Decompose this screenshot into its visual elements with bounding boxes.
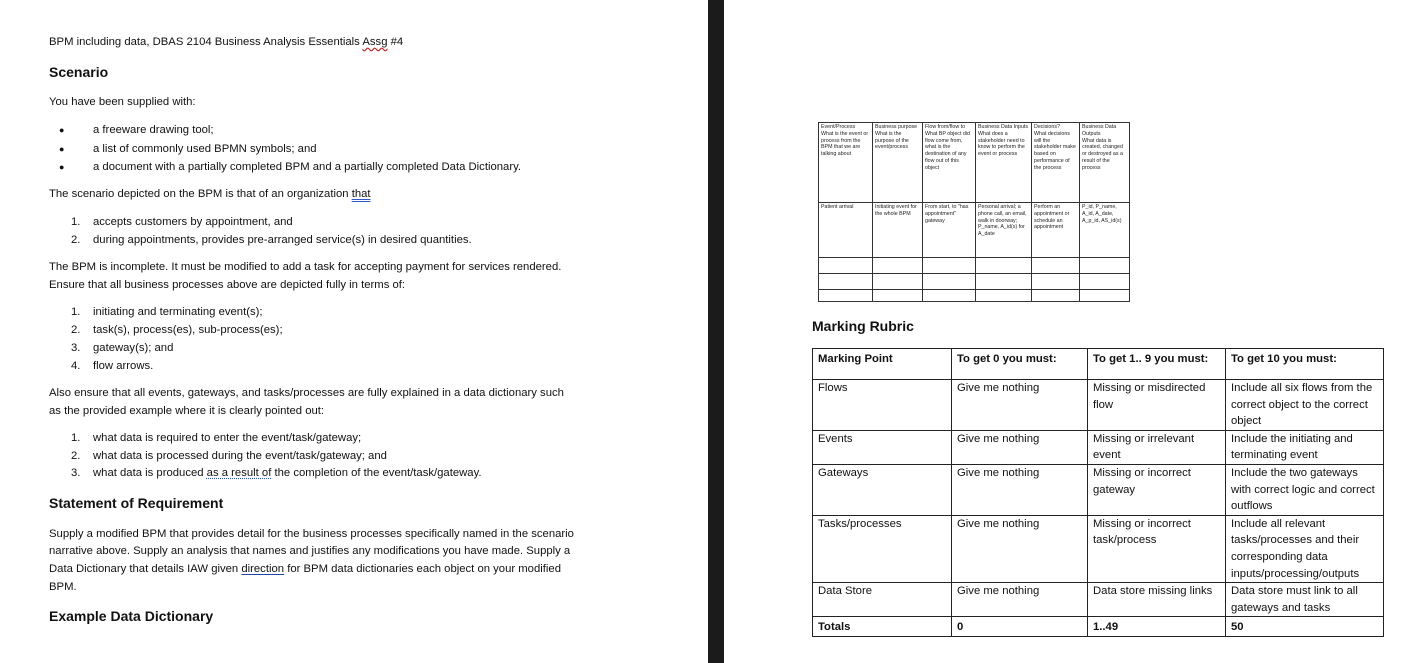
rubric-cell: Give me nothing xyxy=(952,583,1088,617)
rubric-cell: Give me nothing xyxy=(952,515,1088,582)
rubric-cell: Include all six flows from the correct object to the correct object xyxy=(1226,380,1384,431)
ensure-line-1: Also ensure that all events, gateways, and tasks/processes are fully explained in a data dictionary such xyxy=(49,387,564,399)
data-point-item xyxy=(93,465,482,482)
dd-empty-cell xyxy=(923,290,976,302)
assg-number: #4 xyxy=(390,36,404,48)
dd-empty-row xyxy=(819,258,1130,274)
right-page xyxy=(724,0,1410,663)
depicted-that: that xyxy=(351,188,371,200)
dd-empty-cell xyxy=(976,290,1032,302)
depicted-text: The scenario depicted on the BPM is that of an organization xyxy=(49,188,349,200)
list-number: 3. xyxy=(71,467,81,479)
list-number: 1. xyxy=(71,432,81,444)
dd-empty-row xyxy=(819,274,1130,290)
bullet-item: a document with a partially completed BPM and a partially completed Data Dictionary. xyxy=(93,161,522,173)
dd-empty-cell xyxy=(1032,258,1080,274)
scenario-depicted xyxy=(49,186,371,203)
rubric-cell: Data Store xyxy=(813,583,952,617)
ensure-line-2: as the provided example where it is clearly pointed out: xyxy=(49,405,325,417)
dd-empty-row xyxy=(819,290,1130,302)
dd-header-row xyxy=(819,123,1130,203)
scenario-numbered-item: accepts customers by appointment, and xyxy=(93,216,293,228)
rubric-cell: Include all relevant tasks/processes and their corresponding data inputs/processing/outputs xyxy=(1226,515,1384,582)
dd-empty-cell xyxy=(976,274,1032,290)
dd-cell: Patient arrival xyxy=(819,203,873,258)
dd-empty-cell xyxy=(873,290,923,302)
term-item: initiating and terminating event(s); xyxy=(93,306,263,318)
rubric-cell: Missing or irrelevant event xyxy=(1088,430,1226,464)
dd-empty-cell xyxy=(819,290,873,302)
data-point-text: what data is produced xyxy=(93,467,204,479)
rubric-header-cell: To get 10 you must: xyxy=(1226,349,1384,380)
rubric-header-row xyxy=(813,349,1384,380)
data-point-item: what data is processed during the event/task/gateway; and xyxy=(93,450,387,462)
dd-header-cell: Business Data Outputs What data is created, changed or destroyed as a result of the process xyxy=(1080,123,1130,203)
scenario-numbered-item: during appointments, provides pre-arranged service(s) in desired quantities. xyxy=(93,234,472,246)
rubric-title: Marking Rubric xyxy=(812,318,914,334)
assg-word: Assg xyxy=(362,36,388,48)
rubric-header-cell: Marking Point xyxy=(813,349,952,380)
rubric-totals-cell: 0 xyxy=(952,617,1088,637)
requirement-line-1: Supply a modified BPM that provides detail for the business processes specifically named in the scenario xyxy=(49,528,574,540)
scenario-heading: Scenario xyxy=(49,64,109,80)
rubric-totals-row xyxy=(813,617,1384,637)
rubric-cell: Missing or incorrect gateway xyxy=(1088,464,1226,515)
marking-rubric-table xyxy=(812,348,1384,637)
dd-empty-cell xyxy=(1032,274,1080,290)
rubric-cell: Include the initiating and terminating event xyxy=(1226,430,1384,464)
incomplete-line-1: The BPM is incomplete. It must be modified to add a task for accepting payment for services rendered. xyxy=(49,261,562,273)
list-number: 1. xyxy=(71,306,81,318)
direction-link[interactable]: direction xyxy=(241,563,285,575)
scenario-intro: You have been supplied with: xyxy=(49,96,196,108)
dd-header-cell: Flow from/flow to What BP object did flow come from, what is the destination of any flow out of this object xyxy=(923,123,976,203)
rubric-cell: Missing or misdirected flow xyxy=(1088,380,1226,431)
term-item: flow arrows. xyxy=(93,360,154,372)
list-number: 1. xyxy=(71,216,81,228)
requirement-line-3 xyxy=(49,561,561,578)
dd-empty-cell xyxy=(873,258,923,274)
bullet-icon: ● xyxy=(59,162,65,172)
rubric-row xyxy=(813,515,1384,582)
list-number: 4. xyxy=(71,360,81,372)
rubric-header-cell: To get 1.. 9 you must: xyxy=(1088,349,1226,380)
rubric-totals-cell: 50 xyxy=(1226,617,1384,637)
data-point-item: what data is required to enter the event/task/gateway; xyxy=(93,432,362,444)
rubric-totals-cell: Totals xyxy=(813,617,952,637)
data-point-text: the completion of the event/task/gateway. xyxy=(274,467,482,479)
dd-empty-cell xyxy=(1080,274,1130,290)
page-divider xyxy=(708,0,724,663)
bullet-item: a list of commonly used BPMN symbols; and xyxy=(93,143,317,155)
data-dictionary-table xyxy=(818,122,1130,302)
list-number: 2. xyxy=(71,324,81,336)
dd-header-cell: Event/Process What is the event or process from the BPM that we are talking about xyxy=(819,123,873,203)
dd-header-cell: Business Data Inputs What does a stakeholder need to know to perform the event or process xyxy=(976,123,1032,203)
rubric-cell: Flows xyxy=(813,380,952,431)
dd-cell: Perform an appointment or schedule an appointment xyxy=(1032,203,1080,258)
dd-header-cell: Business purpose What is the purpose of the event/process xyxy=(873,123,923,203)
rubric-cell: Missing or incorrect task/process xyxy=(1088,515,1226,582)
requirement-line-4: BPM. xyxy=(49,581,77,593)
requirement-text: Data Dictionary that details IAW given xyxy=(49,563,239,575)
bullet-icon: ● xyxy=(59,144,65,154)
dd-empty-cell xyxy=(976,258,1032,274)
example-heading: Example Data Dictionary xyxy=(49,608,214,624)
dd-empty-cell xyxy=(1032,290,1080,302)
rubric-cell: Include the two gateways with correct logic and correct outflows xyxy=(1226,464,1384,515)
list-number: 2. xyxy=(71,450,81,462)
dd-empty-cell xyxy=(923,274,976,290)
dd-empty-cell xyxy=(819,274,873,290)
bullet-item: a freeware drawing tool; xyxy=(93,124,214,136)
rubric-cell: Give me nothing xyxy=(952,464,1088,515)
dd-cell: P_id, P_name, A_id, A_date, A_p_id, AS_id(s) xyxy=(1080,203,1130,258)
bullet-icon: ● xyxy=(59,125,65,135)
list-number: 2. xyxy=(71,234,81,246)
requirement-text: for BPM data dictionaries each object on your modified xyxy=(287,563,561,575)
rubric-totals-cell: 1..49 xyxy=(1088,617,1226,637)
dd-cell: Initiating event for the whole BPM xyxy=(873,203,923,258)
requirement-line-2: narrative above. Supply an analysis that names and justifies any modifications you have made. Supply a xyxy=(49,545,571,557)
dd-header-cell: Decisions? What decisions will the stakeholder make based on performance of the process xyxy=(1032,123,1080,203)
incomplete-line-2: Ensure that all business processes above are depicted fully in terms of: xyxy=(49,279,406,291)
requirement-heading: Statement of Requirement xyxy=(49,495,224,511)
dd-empty-cell xyxy=(1080,258,1130,274)
rubric-cell: Data store missing links xyxy=(1088,583,1226,617)
dd-cell: Personal arrival; a phone call, an email, walk in doorway; P_name, A_id(s) for A_date xyxy=(976,203,1032,258)
dd-empty-cell xyxy=(1080,290,1130,302)
dd-row xyxy=(819,203,1130,258)
term-item: task(s), process(es), sub-process(es); xyxy=(93,324,283,336)
dd-cell: From start, to "has appointment" gateway xyxy=(923,203,976,258)
dd-empty-cell xyxy=(873,274,923,290)
term-item: gateway(s); and xyxy=(93,342,174,354)
rubric-cell: Tasks/processes xyxy=(813,515,952,582)
list-number: 3. xyxy=(71,342,81,354)
document-title-text: BPM including data, DBAS 2104 Business Analysis Essentials xyxy=(49,36,360,48)
rubric-header-cell: To get 0 you must: xyxy=(952,349,1088,380)
rubric-cell: Gateways xyxy=(813,464,952,515)
rubric-row xyxy=(813,583,1384,617)
rubric-row xyxy=(813,380,1384,431)
rubric-cell: Give me nothing xyxy=(952,430,1088,464)
dd-empty-cell xyxy=(923,258,976,274)
rubric-cell: Events xyxy=(813,430,952,464)
rubric-cell: Data store must link to all gateways and tasks xyxy=(1226,583,1384,617)
rubric-row xyxy=(813,430,1384,464)
data-point-underlined: as a result of xyxy=(206,467,272,479)
dd-empty-cell xyxy=(819,258,873,274)
document-title xyxy=(49,34,403,51)
rubric-cell: Give me nothing xyxy=(952,380,1088,431)
rubric-row xyxy=(813,464,1384,515)
